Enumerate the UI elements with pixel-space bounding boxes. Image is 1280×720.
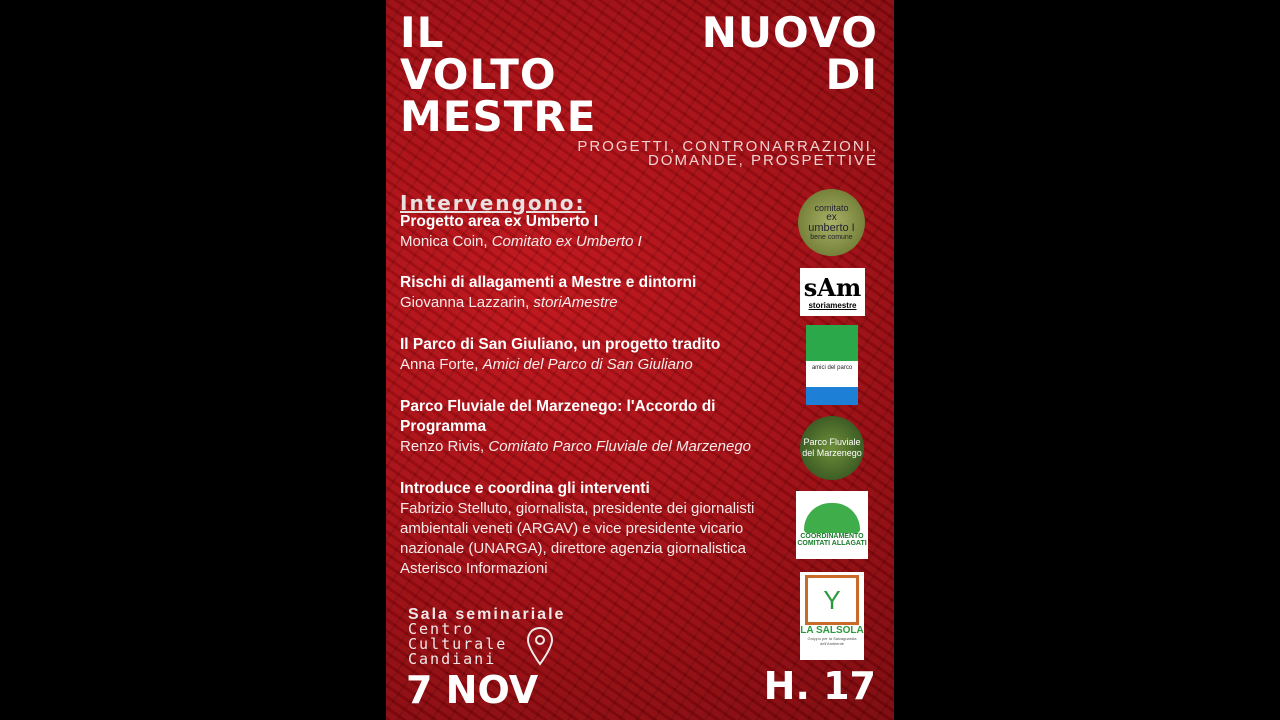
title-di: DI [825,50,878,99]
talk-speaker-line [400,232,780,252]
talk-speaker-line [400,355,780,375]
logo-text: del Marzenego [802,448,862,458]
talk-title: Parco Fluviale del Marzenego: l'Accordo di Programma [400,398,716,435]
logo-text: storiamestre [808,300,857,310]
talk-speaker-line [400,293,780,313]
speakers-header: Intervengono: [400,191,586,215]
talk-title: Progetto area ex Umberto I [400,213,599,230]
wave-icon [804,503,860,533]
event-date: 7 NOV [406,668,539,712]
talk-organization: storiAmestre [533,294,618,311]
talk-speaker-line [400,437,800,457]
talk-speaker: Renzo Rivis, [400,438,485,455]
logo-la-salsola [800,572,864,660]
talk-item [400,335,780,375]
title-nuovo: NUOVO [701,8,878,57]
venue-address [408,622,507,667]
event-time: H. 17 [763,664,876,708]
talk-item [400,273,780,313]
logo-blue-shape [806,387,858,405]
venue-line: Culturale [408,635,508,653]
logo-text: Parco Fluviale [803,437,861,447]
logo-text: umberto I [808,221,855,234]
logo-green-shape [806,325,858,361]
talk-description: Fabrizio Stelluto, giornalista, presidente dei giornalisti ambientali veneti (ARGAV) e vice presidente vicario nazionale (UNARGA), direttore agenzia giornalistica Asterisco Informazioni [400,500,755,577]
logo-text: sAm [803,272,862,302]
talk-organization: Comitato Parco Fluviale del Marzenego [488,438,751,455]
talk-title: Rischi di allagamenti a Mestre e dintorni [400,274,697,291]
talk-item [400,397,760,457]
talk-speaker: Anna Forte, [400,356,479,373]
event-poster [386,0,894,720]
title-mestre: MESTRE [400,92,597,141]
logo-coordinamento-comitati-allagati [796,491,868,559]
logo-text: comitato [814,202,849,213]
talk-organization: Comitato ex Umberto I [491,233,642,250]
title-volto: VOLTO [400,50,557,99]
talk-title: Introduce e coordina gli interventi [400,480,650,497]
logo-text: COORDINAMENTO [800,533,864,540]
logo-comitato-ex-umberto [798,189,865,256]
logo-text: Gruppo per la Salvaguardia dell'Ambiente [807,636,857,646]
subtitle-line-1: PROGETTI, CONTRONARRAZIONI, [577,138,878,155]
talk-speaker: Monica Coin, [400,233,488,250]
logo-text: COMITATI ALLAGATI [797,540,867,547]
talk-speaker: Giovanna Lazzarin, [400,294,530,311]
talk-organization: Amici del Parco di San Giuliano [482,356,693,373]
talk-item [400,479,775,579]
logo-text: LA SALSOLA [800,625,864,636]
logo-storiamestre [800,268,865,316]
subtitle-line-2: DOMANDE, PROSPETTIVE [647,152,878,169]
logo-text: ex [826,211,837,223]
logo-text: amici del parco [811,365,853,371]
venue-line: Candiani [408,650,497,668]
title-il: IL [400,8,445,57]
logo-parco-fluviale-marzenego [800,416,864,480]
talk-title: Il Parco di San Giuliano, un progetto tradito [400,336,721,353]
plant-icon: Y [805,575,859,625]
logo-text: bene comune [810,233,853,241]
logo-amici-del-parco [806,325,858,405]
location-pin-icon [526,626,554,666]
talk-item [400,212,780,252]
venue-label: Sala seminariale [408,606,566,623]
venue-line: Centro [408,620,475,638]
